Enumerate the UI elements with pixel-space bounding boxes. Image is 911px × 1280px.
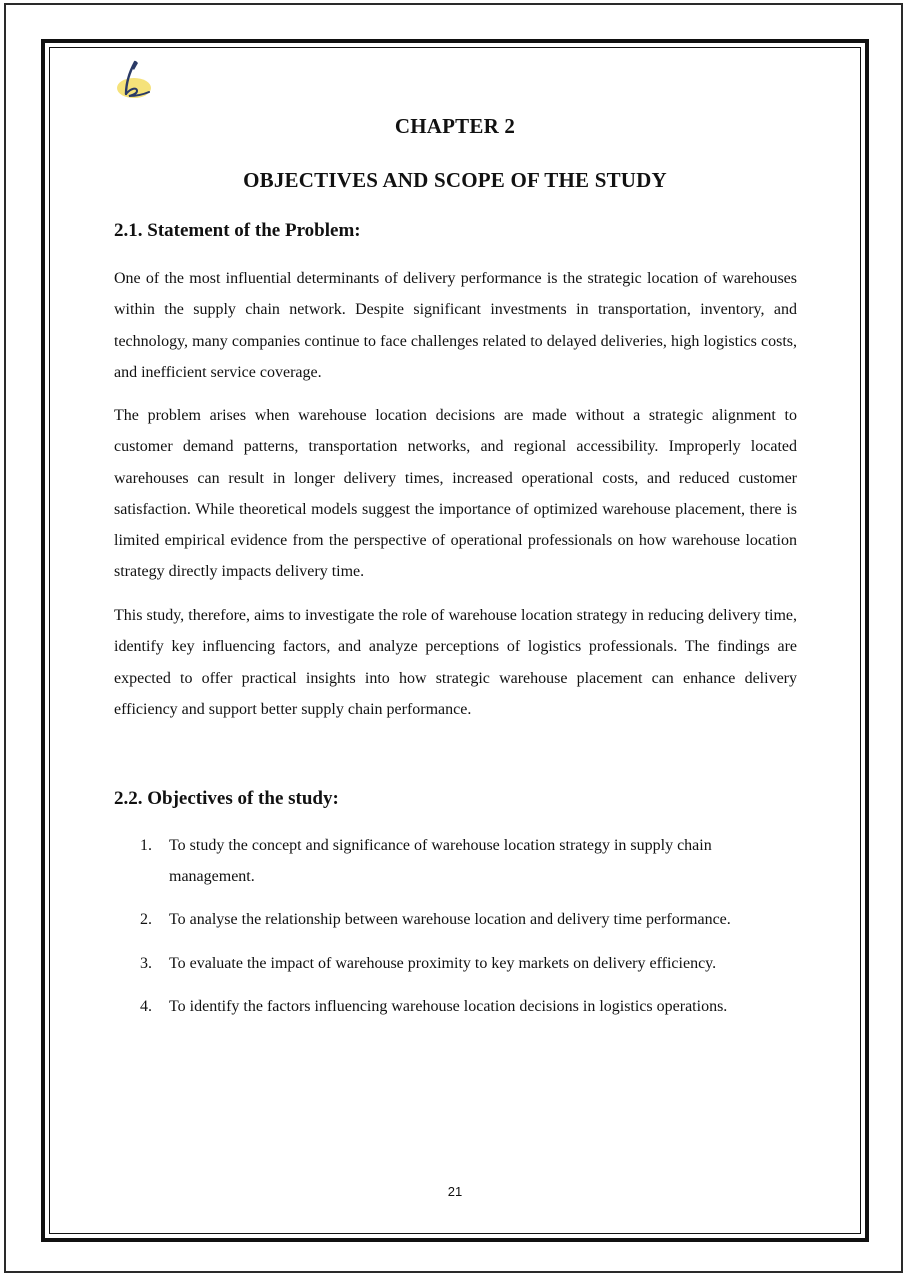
objective-number: 2. bbox=[140, 911, 152, 928]
section-heading-objectives: 2.2. Objectives of the study: bbox=[114, 788, 339, 809]
objective-number: 4. bbox=[140, 998, 152, 1015]
problem-paragraph-1: One of the most influential determinants of delivery performance is the strategic location of warehouses within the supply chain network. Despite significant investments in transportation, inventory, and technology, many companies continue to face challenges related to delayed deliveries, high logistics costs, and inefficient service coverage. bbox=[114, 270, 797, 381]
chapter-title: OBJECTIVES AND SCOPE OF THE STUDY bbox=[243, 168, 667, 192]
objective-item bbox=[114, 830, 797, 893]
pen-writing-icon bbox=[112, 58, 162, 102]
section-heading-problem: 2.1. Statement of the Problem: bbox=[114, 220, 361, 241]
objective-text: To identify the factors influencing warehouse location decisions in logistics operations. bbox=[169, 998, 728, 1015]
objective-number: 3. bbox=[140, 955, 152, 972]
objective-item bbox=[114, 904, 852, 935]
objective-text: To evaluate the impact of warehouse proximity to key markets on delivery efficiency. bbox=[169, 955, 717, 972]
objective-text: To analyse the relationship between warehouse location and delivery time performance. bbox=[169, 911, 731, 928]
problem-paragraph-3: This study, therefore, aims to investigate the role of warehouse location strategy in reducing delivery time, identify key influencing factors, and analyze perceptions of logistics professionals. The findings are expected to offer practical insights into how strategic warehouse placement can enhance delivery efficiency and support better supply chain performance. bbox=[114, 607, 797, 718]
objective-number: 1. bbox=[140, 837, 152, 854]
chapter-number: CHAPTER 2 bbox=[394, 114, 516, 138]
objective-item bbox=[114, 948, 852, 979]
page-number: 21 bbox=[447, 1184, 463, 1199]
objective-text: To study the concept and significance of warehouse location strategy in supply chain management. bbox=[169, 837, 712, 886]
objective-item bbox=[114, 991, 852, 1022]
problem-paragraph-2: The problem arises when warehouse location decisions are made without a strategic alignment to customer demand patterns, transportation networks, and regional accessibility. Improperly located warehouses can result in longer delivery times, increased operational costs, and reduced customer satisfaction. While theoretical models suggest the importance of optimized warehouse placement, there is limited empirical evidence from the perspective of operational professionals on how warehouse location strategy directly impacts delivery time. bbox=[114, 407, 797, 581]
